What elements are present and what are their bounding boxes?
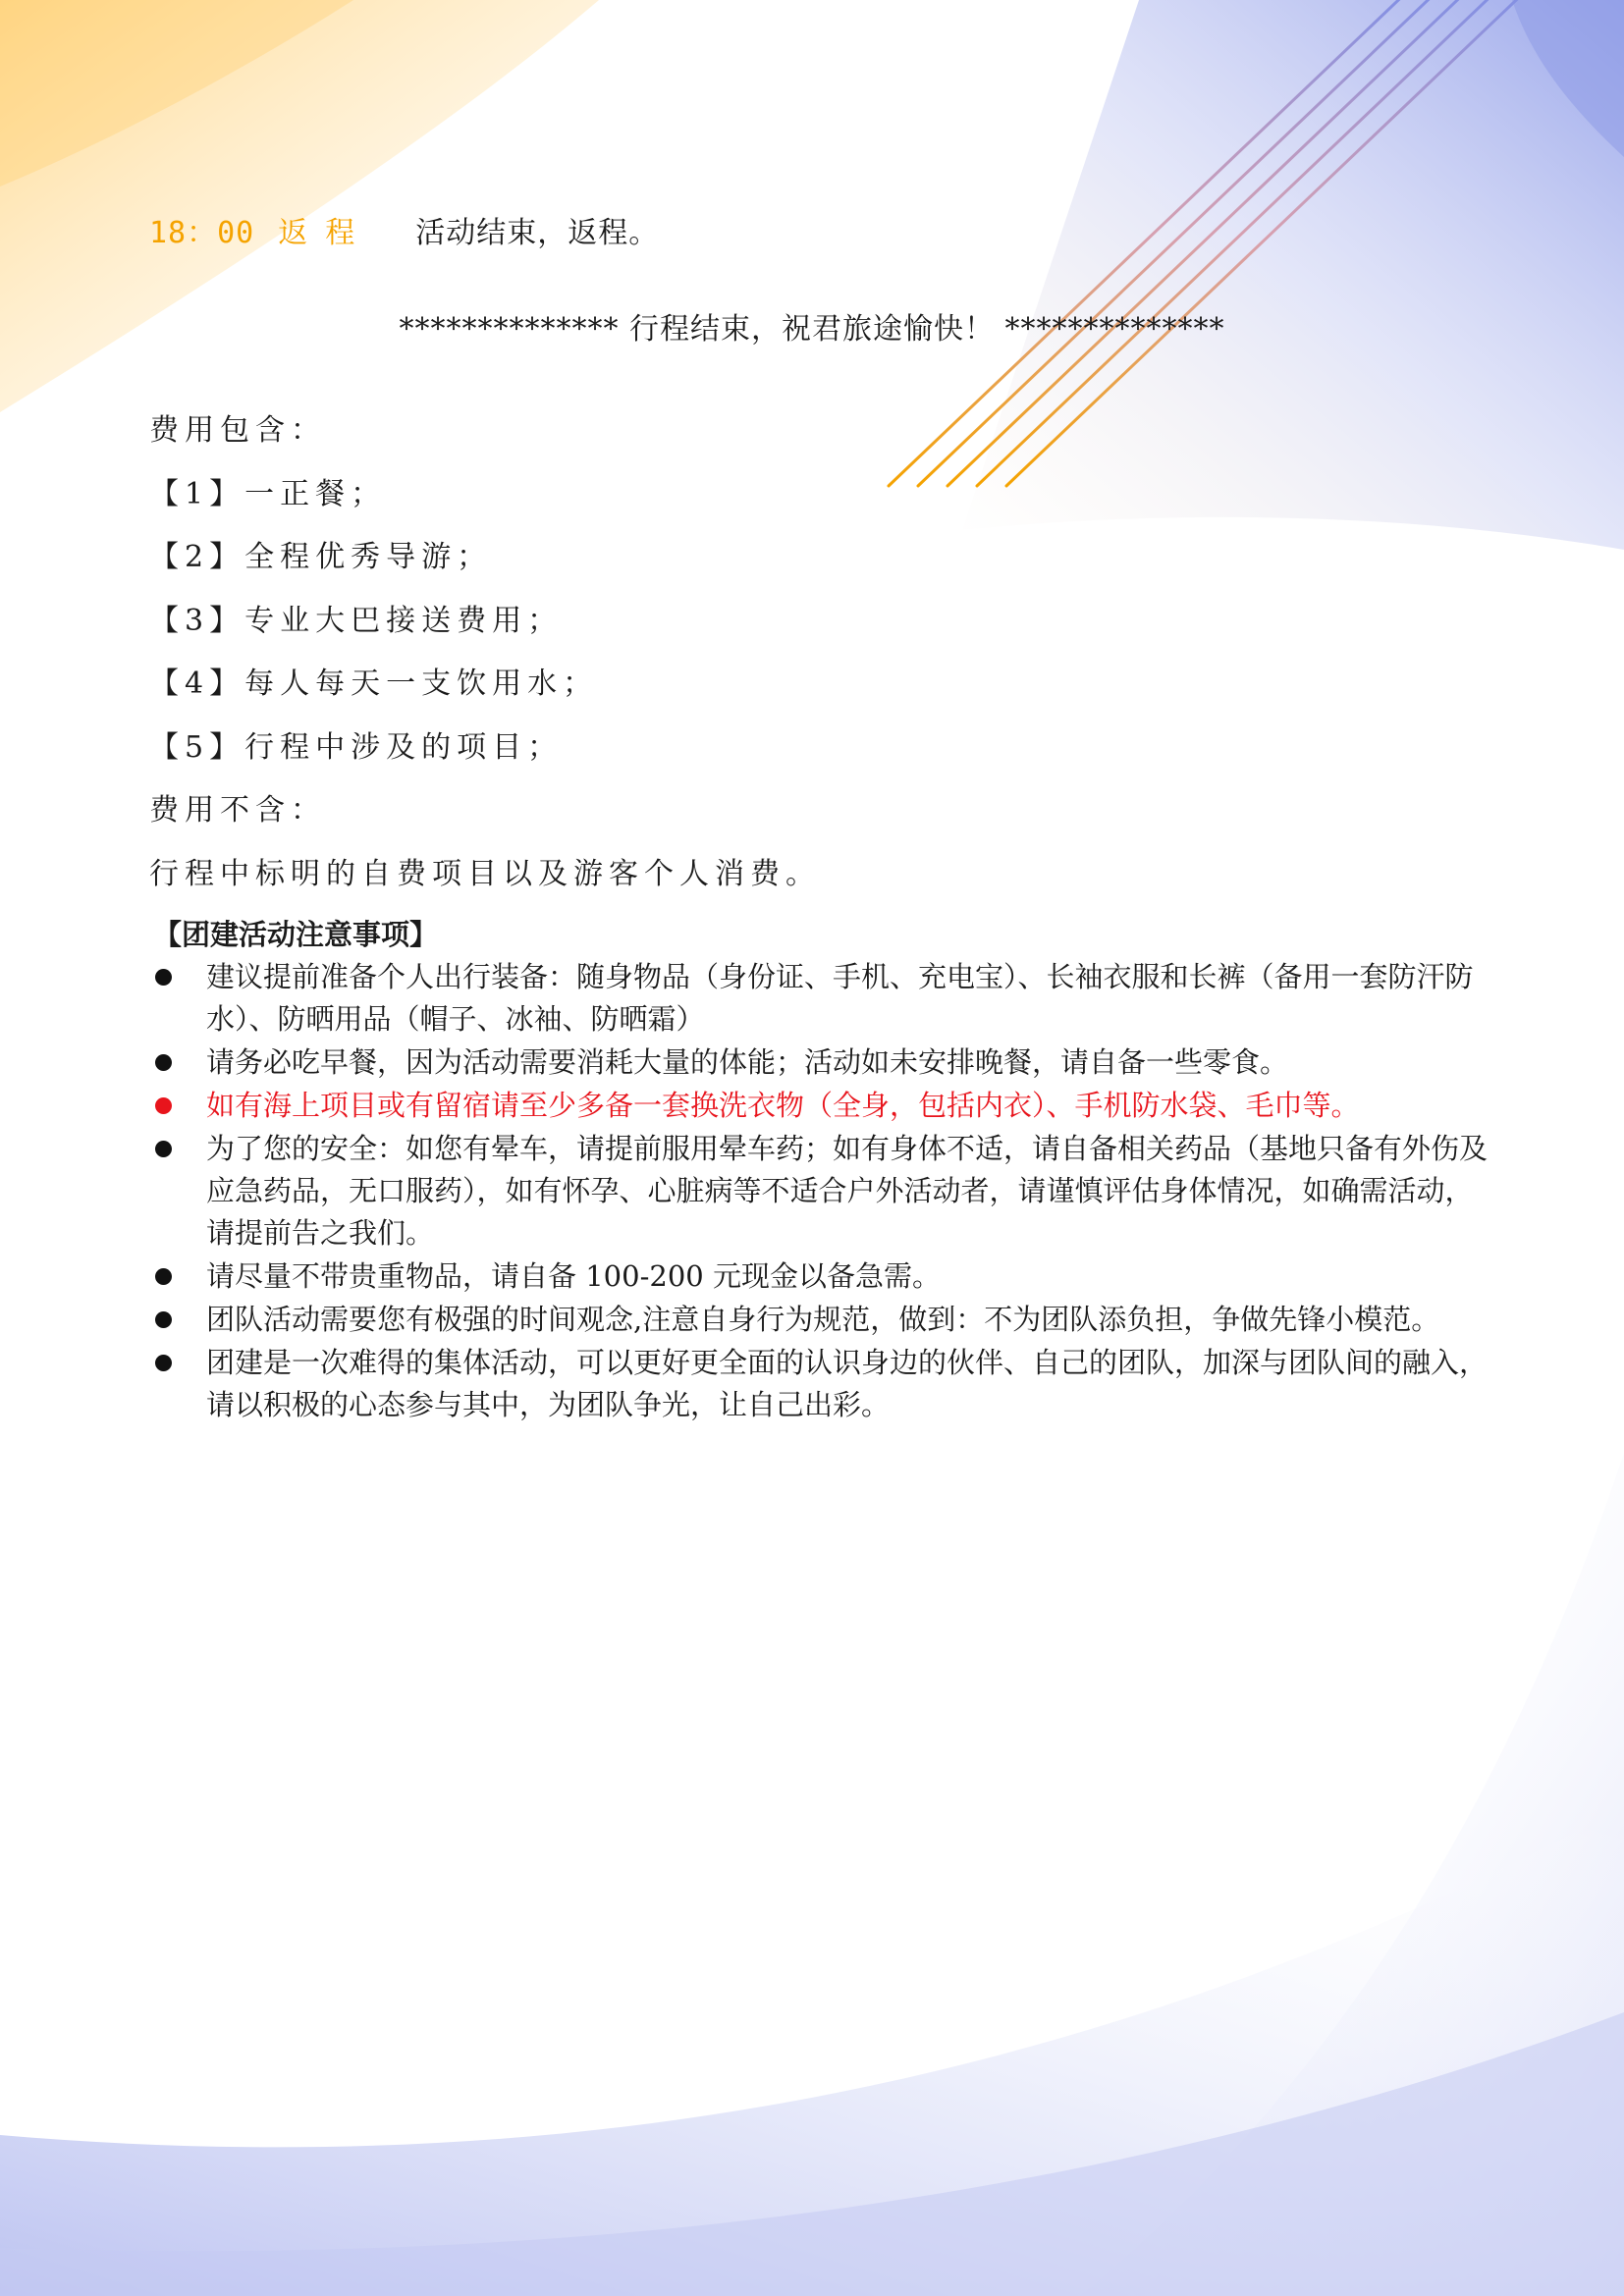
notice-item <box>153 1299 1489 1341</box>
notice-section <box>153 913 1489 1427</box>
bullet-icon <box>155 1097 172 1114</box>
fees-included-item: 【2】全程优秀导游； <box>149 540 493 574</box>
bullet-icon <box>155 1268 172 1285</box>
notice-item <box>153 1255 1489 1298</box>
schedule-row <box>149 208 659 251</box>
fees-included-item: 【3】专业大巴接送费用； <box>149 603 564 638</box>
notice-item-text: 如有海上项目或有留宿请至少多备一套换洗衣物（全身，包括内衣）、手机防水袋、毛巾等。 <box>206 1089 1360 1122</box>
notice-item-text: 请务必吃早餐，因为活动需要消耗大量的体能；活动如未安排晚餐，请自备一些零食。 <box>206 1045 1289 1079</box>
bullet-icon <box>155 1355 172 1371</box>
notice-list <box>153 956 1489 1426</box>
notice-item <box>153 1041 1489 1084</box>
notice-item-text: 团建是一次难得的集体活动，可以更好更全面的认识身边的伙伴、自己的团队，加深与团队间的融入，请以积极的心态参与其中，为团队争光，让自己出彩。 <box>206 1346 1489 1421</box>
notice-item <box>153 956 1489 1041</box>
fees-included-item: 【1】一正餐； <box>149 476 387 511</box>
schedule-time: 18：00 <box>149 216 255 250</box>
notice-item-highlight <box>153 1085 1489 1127</box>
schedule-description: 活动结束，返程。 <box>415 216 660 250</box>
schedule-label: 返程 <box>278 216 373 250</box>
fees-section <box>149 409 821 916</box>
fees-excluded-text: 行程中标明的自费项目以及游客个人消费。 <box>149 856 821 891</box>
notice-item-text: 建议提前准备个人出行装备：随身物品（身份证、手机、充电宝）、长袖衣服和长裤（备用一套防汗防水）、防晒用品（帽子、冰袖、防晒霜） <box>206 960 1474 1036</box>
bullet-icon <box>155 1141 172 1157</box>
notice-title: 【团建活动注意事项】 <box>153 918 439 951</box>
notice-item-text: 为了您的安全：如您有晕车，请提前服用晕车药；如有身体不适，请自备相关药品（基地只备有外伤及应急药品，无口服药），如有怀孕、心脏病等不适合户外活动者，请谨慎评估身体情况，如确需活动，请提前告之我们。 <box>206 1132 1489 1250</box>
fees-included-item: 【4】每人每天一支饮用水； <box>149 667 599 701</box>
notice-item <box>153 1128 1489 1255</box>
bullet-icon <box>155 969 172 986</box>
notice-item-text: 团队活动需要您有极强的时间观念,注意自身行为规范，做到：不为团队添负担，争做先锋小模范。 <box>206 1303 1440 1336</box>
bullet-icon <box>155 1311 172 1328</box>
itinerary-end-line: ************** 行程结束，祝君旅途愉快！ ************** <box>399 312 1225 347</box>
fees-excluded-heading: 费用不含： <box>149 793 326 828</box>
bullet-icon <box>155 1054 172 1071</box>
fees-included-heading: 费用包含： <box>149 413 326 448</box>
notice-item <box>153 1342 1489 1426</box>
fees-included-item: 【5】行程中涉及的项目； <box>149 729 564 765</box>
notice-item-text: 请尽量不带贵重物品，请自备 100-200 元现金以备急需。 <box>206 1259 941 1293</box>
